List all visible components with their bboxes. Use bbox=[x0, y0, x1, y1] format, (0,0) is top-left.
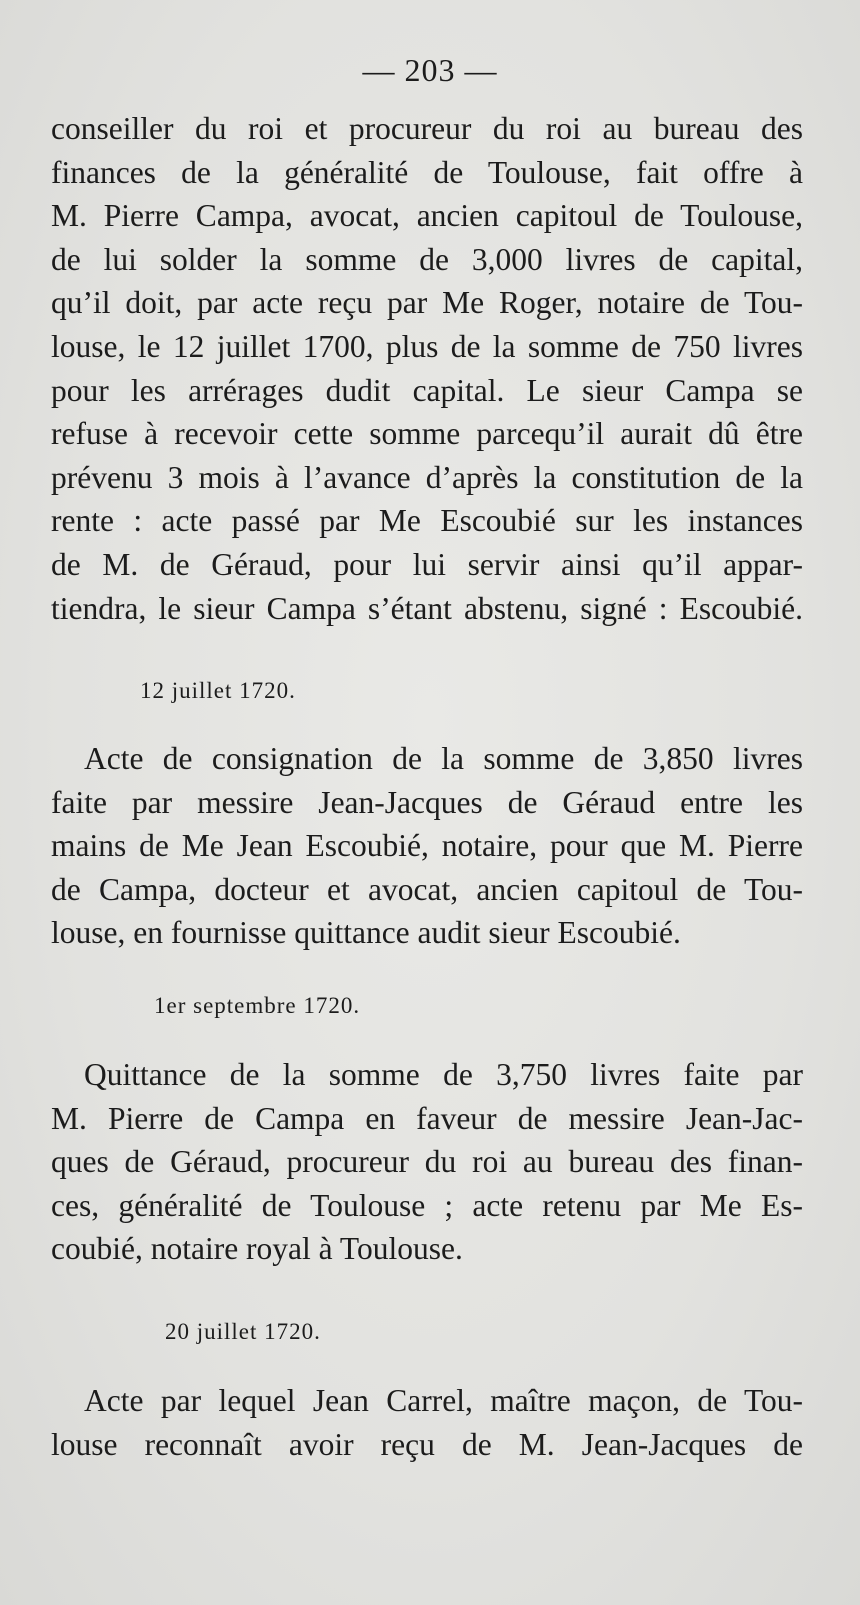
text-line: de M. de Géraud, pour lui servir ainsi qu’il appar- bbox=[51, 546, 803, 582]
text-line: de Campa, docteur et avocat, ancien capitoul de Tou- bbox=[51, 871, 803, 907]
text-line: pour les arrérages dudit capital. Le sieur Campa se bbox=[51, 372, 803, 408]
page-number: — 203 — bbox=[362, 52, 498, 88]
text-line: prévenu 3 mois à l’avance d’après la constitution de la bbox=[51, 459, 803, 495]
text-line: mains de Me Jean Escoubié, notaire, pour que M. Pierre bbox=[51, 828, 803, 864]
text-line: Acte par lequel Jean Carrel, maître maçon, de Tou- bbox=[84, 1383, 803, 1418]
text-line: rente : acte passé par Me Escoubié sur les instances bbox=[51, 503, 803, 539]
text-line: faite par messire Jean-Jacques de Géraud entre les bbox=[51, 784, 803, 820]
text-line: refuse à recevoir cette somme parcequ’il aurait dû être bbox=[51, 416, 803, 452]
text-line: finances de la généralité de Toulouse, fait offre à bbox=[51, 154, 803, 190]
text-line: de lui solder la somme de 3,000 livres de capital, bbox=[51, 241, 803, 277]
text-line: louse, en fournisse quittance audit sieur Escoubié. bbox=[51, 915, 681, 951]
text-line: tiendra, le sieur Campa s’étant abstenu, signé : Escoubié. bbox=[51, 590, 803, 626]
text-line: conseiller du roi et procureur du roi au bureau des bbox=[51, 111, 803, 146]
text-line: Quittance de la somme de 3,750 livres faite par bbox=[84, 1057, 803, 1092]
entry-date: 1er septembre 1720. bbox=[154, 993, 361, 1018]
paragraph-2 bbox=[51, 737, 803, 955]
text-line: M. Pierre de Campa en faveur de messire Jean-Jac- bbox=[51, 1100, 803, 1136]
text-line: ces, généralité de Toulouse ; acte retenu par Me Es- bbox=[51, 1187, 803, 1223]
entry-date: 12 juillet 1720. bbox=[140, 678, 296, 703]
paragraph-1 bbox=[51, 107, 803, 630]
text-line: Acte de consignation de la somme de 3,850 livres bbox=[84, 741, 803, 776]
entry-date: 20 juillet 1720. bbox=[165, 1319, 321, 1344]
text-line: qu’il doit, par acte reçu par Me Roger, notaire de Tou- bbox=[51, 285, 803, 321]
text-line: louse reconnaît avoir reçu de M. Jean-Jacques de bbox=[51, 1426, 803, 1462]
text-line: louse, le 12 juillet 1700, plus de la somme de 750 livres bbox=[51, 328, 803, 364]
paragraph-3 bbox=[51, 1053, 803, 1271]
paragraph-4 bbox=[51, 1379, 803, 1466]
text-line: ques de Géraud, procureur du roi au bureau des finan- bbox=[51, 1144, 803, 1180]
text-line: coubié, notaire royal à Toulouse. bbox=[51, 1231, 463, 1267]
text-line: M. Pierre Campa, avocat, ancien capitoul de Toulouse, bbox=[51, 198, 803, 234]
